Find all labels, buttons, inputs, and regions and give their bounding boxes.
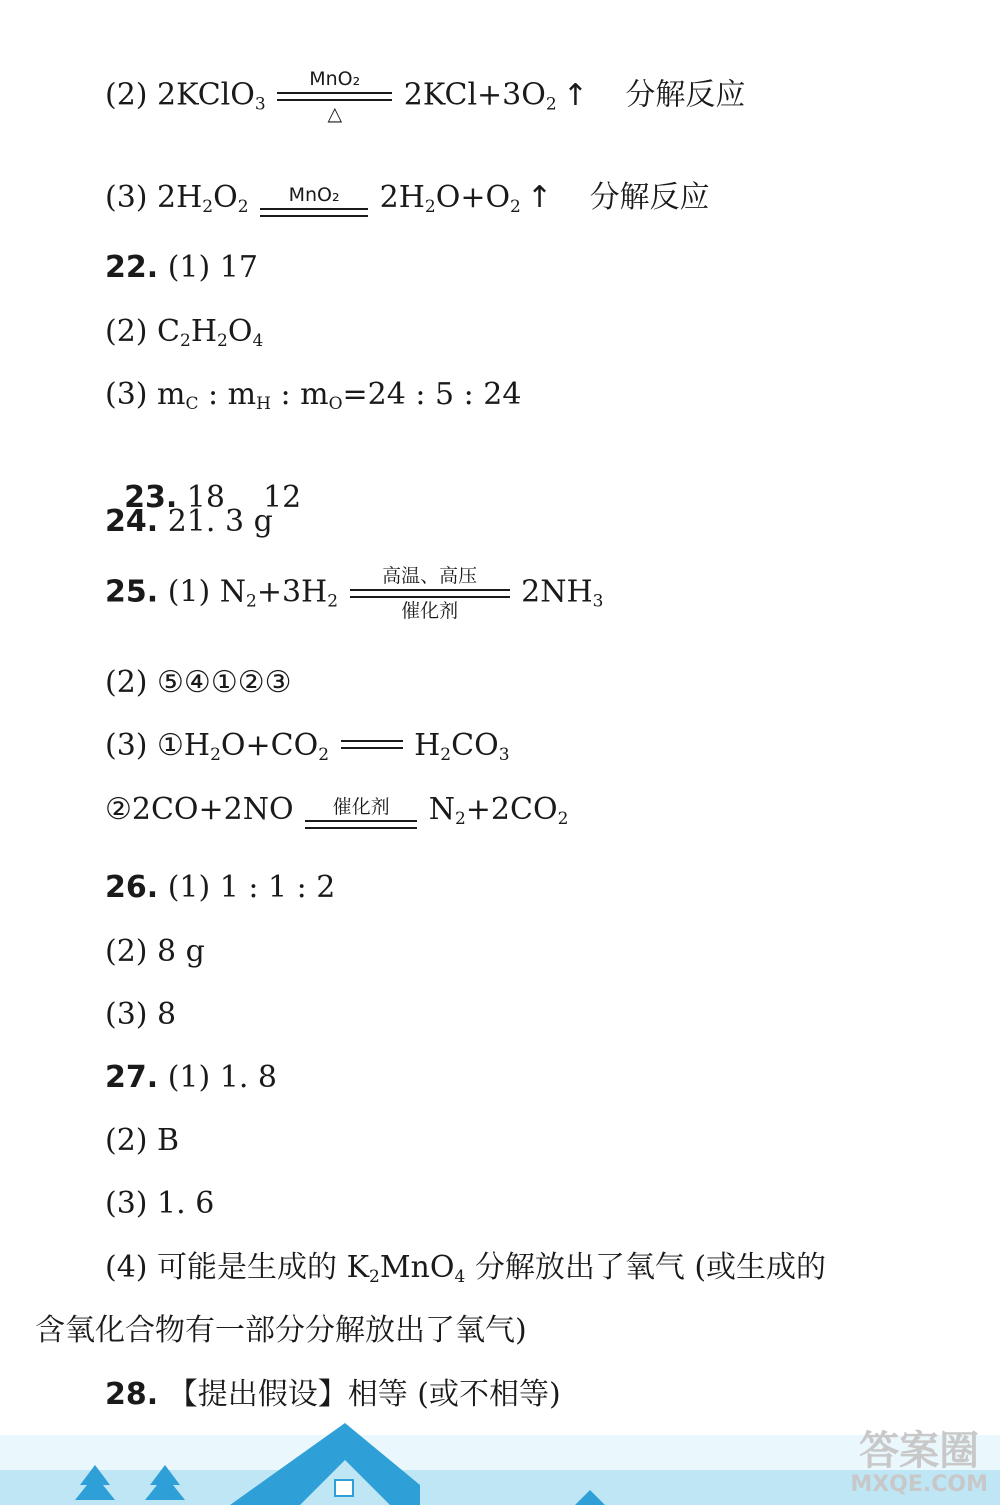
text: (3) 1. 6 — [105, 1186, 215, 1221]
equals-bar — [305, 820, 417, 829]
answer-27-4 — [105, 1248, 826, 1288]
subscript: 2 — [440, 745, 452, 765]
text: (1) 1 : 1 : 2 — [167, 870, 336, 905]
text: MnO — [379, 1250, 455, 1285]
answer-25-3 — [105, 726, 510, 766]
subscript: 2 — [237, 197, 249, 217]
equals-bar — [260, 208, 368, 217]
reaction-condition — [305, 796, 417, 831]
answer-27-4-cont — [35, 1311, 527, 1351]
answer-25-2 — [105, 663, 292, 703]
text: CO — [451, 728, 499, 763]
equals-bar — [277, 92, 392, 101]
text: (2) 2KClO — [105, 77, 255, 113]
reaction-condition — [277, 68, 392, 125]
reaction-condition — [260, 184, 368, 219]
answer-22-3 — [105, 375, 521, 415]
subscript: O — [328, 394, 343, 414]
subscript: 2 — [368, 1267, 380, 1287]
text: 18 12 — [186, 480, 302, 515]
text: (2) C — [105, 314, 180, 349]
question-number: 22. — [105, 250, 159, 285]
subscript: 2 — [202, 197, 214, 217]
text: ②2CO+2NO — [105, 792, 294, 827]
subscript: 2 — [180, 331, 191, 351]
question-number: 23. — [124, 480, 178, 515]
text: 2H — [379, 180, 425, 215]
text: (2) B — [105, 1123, 180, 1158]
answer-22-2 — [105, 312, 263, 352]
subscript: H — [256, 394, 271, 414]
condition-top: MnO₂ — [288, 184, 340, 206]
gas-arrow-icon: ↑ — [562, 77, 588, 113]
text: +3H — [256, 574, 328, 610]
reaction-condition — [350, 565, 510, 622]
text: (3) 8 — [105, 997, 177, 1032]
text: 含氧化合物有一部分分解放出了氧气) — [35, 1313, 527, 1348]
subscript: 2 — [545, 94, 557, 115]
text: O — [213, 180, 238, 215]
answer-26-3 — [105, 995, 176, 1035]
subscript: 2 — [424, 197, 436, 217]
subscript: 2 — [327, 591, 339, 612]
text: N — [428, 792, 455, 827]
equals-sign — [341, 738, 403, 751]
subscript: 2 — [557, 809, 569, 829]
text: 【提出假设】相等 (或不相等) — [167, 1377, 561, 1412]
text: : m — [270, 377, 329, 412]
reaction-type: 分解反应 — [589, 180, 710, 215]
text: 2KCl+3O — [403, 77, 546, 113]
text: 21. 3 g — [167, 504, 273, 539]
subscript: 3 — [498, 745, 510, 765]
answer-21-3 — [105, 178, 710, 219]
subscript: 2 — [210, 745, 221, 765]
answer-26-1 — [105, 868, 335, 908]
text: O+O — [435, 180, 511, 215]
answer-27-1 — [105, 1058, 277, 1098]
subscript: 2 — [510, 197, 521, 217]
condition-bottom: △ — [327, 103, 343, 125]
condition-top: 高温、高压 — [382, 565, 478, 587]
subscript: 3 — [592, 591, 604, 612]
answer-27-3 — [105, 1184, 214, 1224]
answer-26-2 — [105, 932, 205, 972]
text: H — [190, 314, 217, 349]
text: (1) 1. 8 — [167, 1060, 277, 1095]
question-number: 25. — [105, 574, 159, 610]
text: (2) 8 g — [105, 934, 205, 969]
condition-top: MnO₂ — [309, 68, 361, 90]
answer-27-2 — [105, 1121, 179, 1161]
question-number: 26. — [105, 870, 159, 905]
text: (2) ⑤④①②③ — [105, 665, 292, 700]
condition-top: 催化剂 — [332, 796, 390, 818]
subscript: 4 — [252, 331, 264, 351]
subscript: 3 — [254, 94, 266, 115]
subscript: 4 — [454, 1267, 466, 1287]
answer-22-1 — [105, 248, 258, 288]
text: O+CO — [220, 728, 319, 763]
subscript: 2 — [217, 331, 228, 351]
watermark — [850, 1429, 988, 1497]
question-number: 24. — [105, 504, 159, 539]
text: +2CO — [465, 792, 558, 827]
gas-arrow-icon: ↑ — [526, 180, 553, 215]
text: (1) 17 — [167, 250, 258, 285]
text: O — [227, 314, 253, 349]
subscript: 2 — [245, 591, 257, 612]
text: 2NH — [521, 574, 593, 610]
equals-bar — [341, 740, 403, 749]
text: 分解放出了氧气 (或生成的 — [465, 1250, 827, 1285]
answer-24 — [105, 502, 273, 542]
answer-28 — [105, 1375, 561, 1415]
subscript: 2 — [318, 745, 330, 765]
text: (1) N — [167, 574, 246, 610]
text: (3) m — [105, 377, 186, 412]
reaction-type: 分解反应 — [625, 77, 746, 113]
subscript: C — [185, 394, 199, 414]
question-number: 28. — [105, 1377, 159, 1412]
watermark-url: MXQE.COM — [850, 1472, 988, 1497]
text: (4) 可能是生成的 K — [105, 1250, 369, 1285]
text: H — [414, 728, 441, 763]
subscript: 2 — [454, 809, 466, 829]
watermark-logo: 答案圈 — [859, 1428, 980, 1474]
condition-bottom: 催化剂 — [401, 600, 459, 622]
answer-21-2 — [105, 68, 745, 125]
text: : m — [198, 377, 257, 412]
answer-25-3-b — [105, 790, 568, 831]
equals-bar — [350, 589, 510, 598]
text: (3) 2H — [105, 180, 203, 215]
answer-25-1 — [105, 565, 603, 622]
text: (3) ①H — [105, 728, 211, 763]
text: =24 : 5 : 24 — [342, 377, 522, 412]
question-number: 27. — [105, 1060, 159, 1095]
